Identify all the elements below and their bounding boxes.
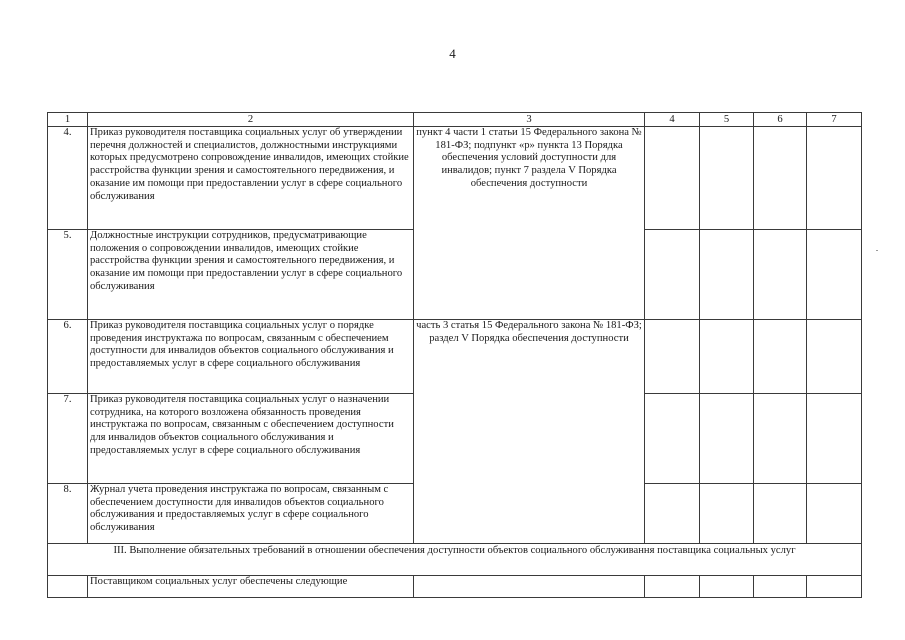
column-header: 5 (700, 113, 754, 127)
empty-cell (807, 576, 862, 598)
empty-cell (414, 576, 645, 598)
legal-basis-cell: пункт 4 части 1 статьи 15 Федерального закона № 181-ФЗ; подпункт «р» пункта 13 Порядка обеспечения условий доступности для инвалидов; пункт 7 раздела V Порядка обеспечения доступности (414, 127, 645, 320)
row-number: 7. (48, 394, 88, 484)
row-number: 8. (48, 484, 88, 544)
empty-cell (754, 576, 807, 598)
table-row (48, 576, 862, 598)
column-header: 7 (807, 113, 862, 127)
empty-cell (807, 127, 862, 230)
empty-cell (700, 484, 754, 544)
empty-cell (645, 230, 700, 320)
empty-cell (700, 576, 754, 598)
document-description: Должностные инструкции сотрудников, предусматривающие положения о сопровождении инвалидов, имеющих стойкие расстройства функции зрения и самостоятельного передвижения, и оказание им помощи при предоставлении услуг в сфере социального обслуживания (88, 230, 414, 320)
empty-cell (754, 230, 807, 320)
row-number: 5. (48, 230, 88, 320)
column-header: 6 (754, 113, 807, 127)
empty-cell (754, 484, 807, 544)
column-header: 1 (48, 113, 88, 127)
empty-cell (700, 127, 754, 230)
empty-cell (807, 230, 862, 320)
row-number: 4. (48, 127, 88, 230)
empty-cell (700, 320, 754, 394)
empty-cell (700, 230, 754, 320)
empty-cell (754, 127, 807, 230)
column-header: 4 (645, 113, 700, 127)
empty-cell (754, 394, 807, 484)
table-header-row (48, 113, 862, 127)
empty-cell (645, 320, 700, 394)
empty-cell (807, 394, 862, 484)
empty-cell (645, 576, 700, 598)
empty-cell (645, 127, 700, 230)
empty-cell (807, 484, 862, 544)
document-description: Поставщиком социальных услуг обеспечены следующие (88, 576, 414, 598)
column-header: 2 (88, 113, 414, 127)
document-description: Приказ руководителя поставщика социальных услуг о порядке проведения инструктажа по вопросам, связанным с обеспечением доступности для инвалидов объектов социального обслуживания и предоставляемых услуг в сфере социального обслуживания (88, 320, 414, 394)
scan-speck (876, 250, 878, 251)
empty-cell (645, 484, 700, 544)
table-row (48, 127, 862, 230)
document-description: Журнал учета проведения инструктажа по вопросам, связанным с обеспечением доступности для инвалидов объектов социального обслуживания и предоставляемых услуг в сфере социального обслуживания (88, 484, 414, 544)
page-number: 4 (449, 46, 456, 61)
document-description: Приказ руководителя поставщика социальных услуг об утверждении перечня должностей и специалистов, должностными инструкциями которых предусмотрено сопровождение инвалидов, имеющих стойкие расстройства функции зрения и самостоятельного передвижения, и оказание им помощи при предоставлении услуг в сфере социального обслуживания (88, 127, 414, 230)
empty-cell (807, 320, 862, 394)
document-description: Приказ руководителя поставщика социальных услуг о назначении сотрудника, на которого возложена обязанность проведения инструктажа по вопросам, связанным с обеспечением доступности для инвалидов объектов социального обслуживания и предоставляемых услуг в сфере социального обслуживания (88, 394, 414, 484)
section-heading-row (48, 544, 862, 576)
section-title: III. Выполнение обязательных требований в отношении обеспечения доступности объектов социального обслуживання поставщика социальных услуг (48, 544, 862, 576)
row-number: 6. (48, 320, 88, 394)
empty-cell (700, 394, 754, 484)
column-header: 3 (414, 113, 645, 127)
empty-cell (645, 394, 700, 484)
empty-cell (754, 320, 807, 394)
legal-basis-cell: часть 3 статья 15 Федерального закона № 181-ФЗ; раздел V Порядка обеспечения доступности (414, 320, 645, 544)
empty-cell (48, 576, 88, 598)
table-row (48, 320, 862, 394)
requirements-table (47, 112, 862, 598)
